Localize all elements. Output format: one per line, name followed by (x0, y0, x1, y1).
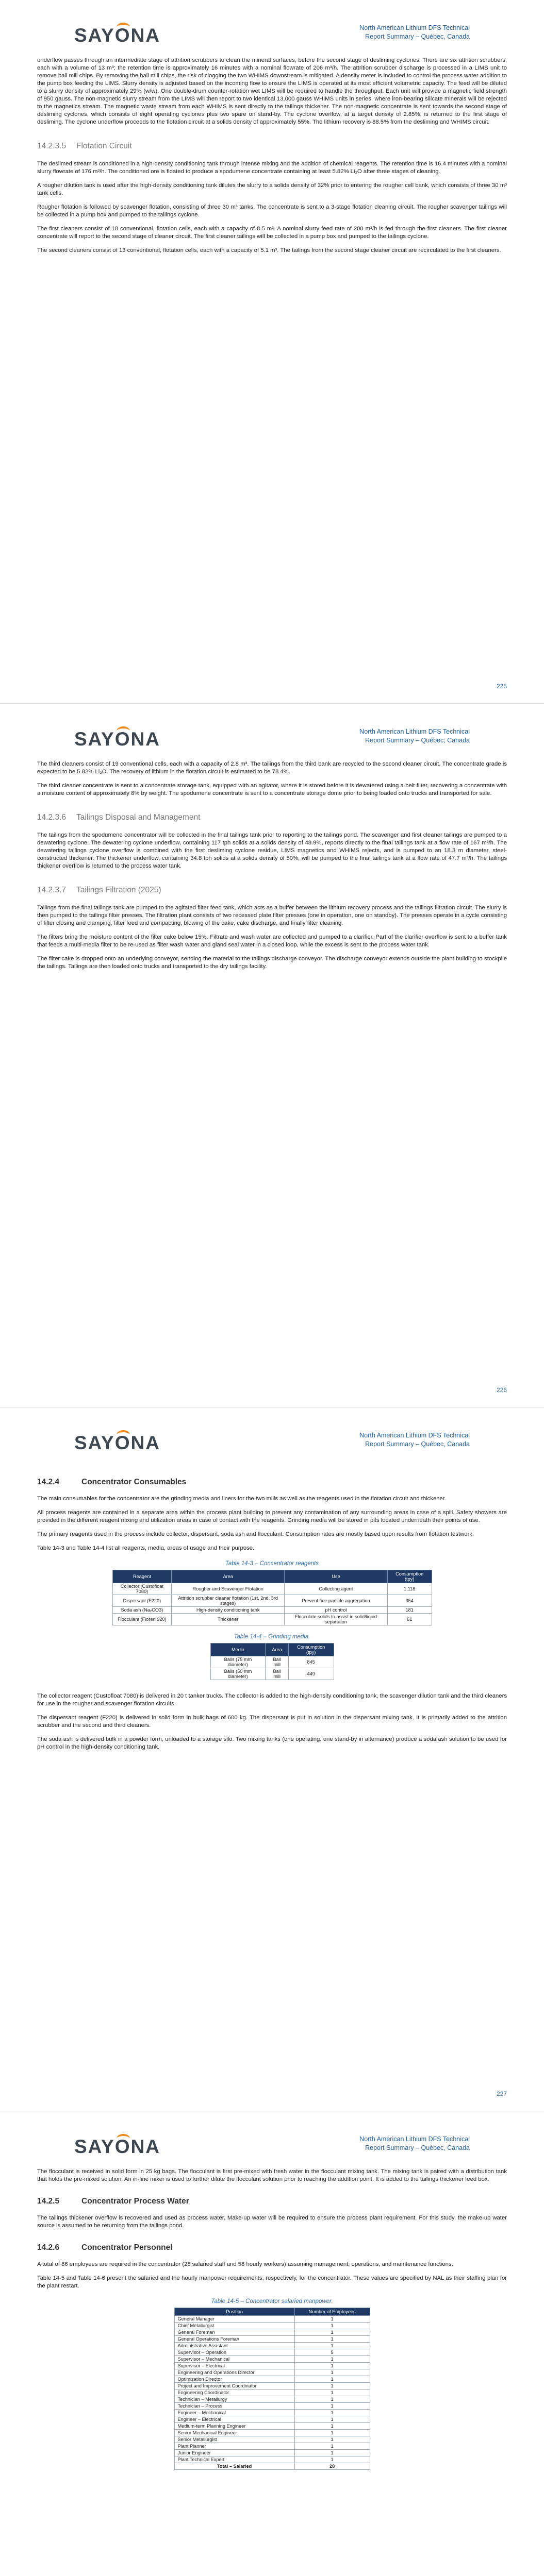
table-cell: 1 (294, 2376, 370, 2383)
paragraph: Tailings from the final tailings tank are pumped to the agitated filter feed tank, which acts as a buffer between the lithium recovery process and the tailings filtration circuit. The slurry is then pumped to the tailings filter presses. The filtration plant consists of two recessed plate filter presses (one in operation, one on standby). The presses operate in a cycle consisting of filter closing and clamping, filter feed and compacting, blowing of the cake, cake discharge, and finally filter cleaning. (37, 905, 507, 926)
table-cell: 1 (294, 2316, 370, 2323)
paragraph: The third cleaners consist of 19 conventional cells, each with a capacity of 2.8 m³. The tailings from the third bank are recycled to the second cleaner circuit. The concentrate grade is expected to be 5.82% Li₂O. The recovery of lithium in the flotation circuit is estimated to be 78.4%. (37, 761, 507, 775)
column-header: Number of Employees (294, 2308, 370, 2316)
page-227 (0, 1408, 544, 2111)
paragraph: The tailings from the spodumene concentrator will be collected in the final tailings tank prior to reporting to the tailings pond. The scavenger and first cleaner tailings are pumped to a dewatering cyclone. The dewatering cyclone underflow, containing 117 tph solids at a solids density of 48.9%, reports directly to the final tailings tank at a flow rate of 167 m³/h. The dewatering tailings cyclone overflow is combined with the first desliming cyclone residue, LIMS magnetics and WHIMS rejects, and is pumped to an 18.3 m diameter, steel-constructed thickener. The thickener underflow, containing 34.8 tph solids at a solids density of 50%, will be pumped to the final tailings tank at a flow rate of 47.7 m³/h. The tailings thickener overflow is returned to the process water tank. (37, 832, 507, 869)
table-row (112, 1607, 432, 1614)
column-header: Area (172, 1570, 285, 1583)
table-row (112, 1583, 432, 1595)
section-number: 14.2.6 (37, 2243, 60, 2252)
section-heading-consumables (37, 1478, 507, 1487)
table-cell: 1 (294, 2389, 370, 2396)
column-header: Consumption (tpy) (288, 1643, 334, 1656)
table-cell: Project and Improvement Coordinator (174, 2383, 294, 2389)
table-row (210, 1656, 334, 1668)
paragraph: The flocculant is received in solid form in 25 kg bags. The flocculant is first pre-mixed with fresh water in the flocculant mixing tank. The mixing tank is paired with a distribution tank that holds the pre-mixed solution. An in-line mixer is used to further dilute the flocculant solution prior to reaching the addition point. It is added to the tailings thickener feed box. (37, 2168, 507, 2182)
paragraph: A rougher dilution tank is used after the high-density conditioning tank dilutes the slurry to a solids density of 32% prior to entering the rougher cell bank, which consists of three 30 m³ tank cells. (37, 182, 507, 196)
table-cell: 28 (294, 2463, 370, 2470)
paragraph: Table 14-5 and Table 14-6 present the salaried and the hourly manpower requirements, respectively, for the concentrator. These values are specified by NAL as their staffing plan for the plant restart. (37, 2275, 507, 2289)
section-heading-process-water (37, 2197, 507, 2206)
table-cell: Flocculant (Floren 920) (112, 1614, 172, 1625)
table-cell: Flocculate solids to assist in solid/liquid separation (285, 1614, 388, 1625)
table-cell: Collecting agent (285, 1583, 388, 1595)
page-number: 226 (496, 1386, 507, 1394)
section-heading-personnel (37, 2243, 507, 2252)
table-cell: General Manager (174, 2316, 294, 2323)
table-cell: Supervisor – Electrical (174, 2363, 294, 2369)
table-row (174, 2403, 370, 2410)
table-cell: Plant Planner (174, 2443, 294, 2450)
section-title: Flotation Circuit (76, 142, 132, 150)
section-number: 14.2.3.5 (37, 142, 67, 150)
table-caption: Table 14-5 – Concentrator salaried manpower. (211, 2298, 333, 2304)
report-title (359, 24, 470, 41)
paragraph: The filters bring the moisture content of the filter cake below 15%. Filtrate and wash water are collected and pumped to a clarifier. Part of the clarifier overflow is sent to a buffer tank that feeds a multi-media filter to be re-used as filter wash water and gland seal water in a closed loop, while the excess is sent to the process water tank. (37, 934, 507, 948)
table-cell: Senior Mechanical Engineer (174, 2430, 294, 2436)
table-row (174, 2343, 370, 2349)
paragraph: The deslimed stream is conditioned in a high-density conditioning tank through intense mixing and the addition of chemical reagents. The retention time is 16.4 minutes with a nominal slurry flowrate of 176 m³/h. The conditioned ore is floated to produce a spodumene concentrate containing at least 5.82% Li₂O after three stages of cleaning. (37, 161, 507, 175)
grinding-media-table (210, 1643, 334, 1680)
sayona-logo: SAYONA (74, 2136, 160, 2157)
page-header (37, 2111, 507, 2168)
table-cell: Total – Salaried (174, 2463, 294, 2470)
section-heading-flotation (37, 142, 507, 151)
table-cell: pH control (285, 1607, 388, 1614)
table-row (174, 2396, 370, 2403)
section-title: Tailings Filtration (2025) (76, 886, 161, 894)
table-row (174, 2389, 370, 2396)
sayona-logo: SAYONA (74, 728, 160, 750)
table-cell: 1 (294, 2403, 370, 2410)
table-cell: Engineer – Electrical (174, 2416, 294, 2423)
paragraph: The dispersant reagent (F220) is delivered in solid form in bulk bags of 600 kg. The dispersant is put in solution in the dispersant mixing tank. It is primarily added to the attrition scrubber and the second and third cleaners. (37, 1715, 507, 1728)
table-cell: 1 (294, 2343, 370, 2349)
section-number: 14.2.4 (37, 1478, 60, 1486)
table-cell: Technician – Process (174, 2403, 294, 2410)
table-cell: Attrition scrubber cleaner flotation (1st, 2nd, 3rd stages) (172, 1595, 285, 1607)
table-cell: 1 (294, 2436, 370, 2443)
table-cell: 449 (288, 1668, 334, 1680)
section-number: 14.2.5 (37, 2197, 60, 2206)
table-cell: Balls (50 mm diameter) (210, 1668, 266, 1680)
table-cell: 181 (387, 1607, 432, 1614)
table-row (174, 2356, 370, 2363)
table-cell: Rougher and Scavenger Flotation (172, 1583, 285, 1595)
section-title: Tailings Disposal and Management (76, 813, 201, 822)
table-cell: 1 (294, 2423, 370, 2430)
page-228 (0, 2111, 544, 2576)
section-number: 14.2.3.7 (37, 886, 67, 894)
table-row (210, 1668, 334, 1680)
table-row (174, 2349, 370, 2356)
paragraph: The main consumables for the concentrator are the grinding media and liners for the two mills as well as the reagents used in the flotation circuit and thickener. (37, 1496, 447, 1502)
table-cell: 1 (294, 2323, 370, 2329)
paragraph: The tailings thickener overflow is recovered and used as process water. Make-up water will be required to ensure the process plant requirement. For this study, the make-up water source is assumed to be returning from the tailings pond. (37, 2215, 507, 2229)
table-cell: Supervisor – Operation (174, 2349, 294, 2356)
report-title-line2: Report Summary – Québec, Canada (365, 1440, 470, 1448)
table-cell: Ball mill (266, 1668, 288, 1680)
table-cell: Prevent fine particle aggregation (285, 1595, 388, 1607)
table-cell: 1 (294, 2456, 370, 2463)
report-title-line2: Report Summary – Québec, Canada (365, 737, 470, 744)
page-226 (0, 704, 544, 1407)
table-cell: General Foreman (174, 2329, 294, 2336)
table-row (174, 2336, 370, 2343)
table-cell: High-density conditioning tank (172, 1607, 285, 1614)
table-cell: Plant Technical Expert (174, 2456, 294, 2463)
report-title-line1: North American Lithium DFS Technical (359, 1432, 470, 1439)
table-cell: 1 (294, 2356, 370, 2363)
report-title-line2: Report Summary – Québec, Canada (365, 2144, 470, 2151)
table-total-row (174, 2463, 370, 2470)
table-cell: Dispersant (F220) (112, 1595, 172, 1607)
table-cell: Senior Metallurgist (174, 2436, 294, 2443)
page-number: 225 (496, 683, 507, 690)
table-cell: 1 (294, 2430, 370, 2436)
paragraph: The soda ash is delivered bulk in a powder form, unloaded to a storage silo. Two mixing tanks (one operating, one stand-by in alternance) produce a soda ash solution to be used for pH control in the high-density conditioning tank. (37, 1736, 507, 1750)
table-row (174, 2436, 370, 2443)
reagents-table (112, 1570, 432, 1625)
table-cell: Thickener (172, 1614, 285, 1625)
table-row (174, 2410, 370, 2416)
table-cell: 1 (294, 2410, 370, 2416)
column-header: Media (210, 1643, 266, 1656)
table-row (174, 2416, 370, 2423)
table-row (174, 2376, 370, 2383)
table-cell: Engineering and Operations Director (174, 2369, 294, 2376)
table-cell: Optimization Director (174, 2376, 294, 2383)
table-cell: Engineer – Mechanical (174, 2410, 294, 2416)
table-cell: Technician – Metallurgy (174, 2396, 294, 2403)
table-cell: 1 (294, 2396, 370, 2403)
table-row (174, 2450, 370, 2456)
table-cell: Ball mill (266, 1656, 288, 1668)
table-row (174, 2363, 370, 2369)
table-cell: 1 (294, 2363, 370, 2369)
column-header: Position (174, 2308, 294, 2316)
table-cell: Medium-term Planning Engineer (174, 2423, 294, 2430)
table-cell: Soda ash (Na₂CO3) (112, 1607, 172, 1614)
paragraph: A total of 86 employees are required in the concentrator (28 salaried staff and 58 hourly workers) assuming management, operations, and maintenance functions. (37, 2261, 453, 2267)
column-header: Reagent (112, 1570, 172, 1583)
table-cell: Collector (Custofloat 7080) (112, 1583, 172, 1595)
sayona-logo: SAYONA (74, 25, 160, 46)
table-caption: Table 14-4 – Grinding media. (234, 1634, 310, 1640)
table-row (174, 2443, 370, 2450)
table-cell: 1 (294, 2416, 370, 2423)
sayona-logo: SAYONA (74, 1432, 160, 1453)
paragraph: The primary reagents used in the process include collector, dispersant, soda ash and flocculant. Consumption rates are mostly based upon results from flotation testwork. (37, 1531, 474, 1537)
table-cell: 1 (294, 2443, 370, 2450)
report-title-line1: North American Lithium DFS Technical (359, 24, 470, 31)
table-cell: 1 (294, 2369, 370, 2376)
paragraph: The collector reagent (Custofloat 7080) is delivered in 20 t tanker trucks. The collector is added to the high-density conditioning tank, the scavenger dilution tank and the third cleaners for use in the rougher and scavenger flotation circuits. (37, 1693, 507, 1707)
section-heading-tailings-filtration (37, 886, 507, 895)
column-header: Consumption (tpy) (387, 1570, 432, 1583)
page-225 (0, 0, 544, 703)
paragraph: Rougher flotation is followed by scavenger flotation, consisting of three 30 m³ tanks. The concentrate is sent to a 3-stage flotation cleaning circuit. The rougher scavenger tailings will be collected in a pump box and pumped to the tailings cyclone. (37, 204, 507, 218)
table-row (174, 2383, 370, 2389)
section-title: Concentrator Consumables (81, 1478, 187, 1486)
table-row (174, 2430, 370, 2436)
paragraph: underflow passes through an intermediate stage of attrition scrubbers to clean the mineral surfaces, before the second stage of desliming cyclones. There are six attrition scrubbers, each with a volume of 13 m³; the retention time is approximately 16 minutes with a nominal flowrate of 206 m³/h. The attrition scrubber discharge is processed in a LIMS unit to remove ball mill chips. By removing the ball mill chips, the risk of clogging the two WHIMS downstream is mitigated. A density meter is included to control the process water addition to the pump box feeding the LIMS. Slurry density is adjusted based on the incoming flow to ensure the LIMS is operated at its most efficient volumetric capacity. The feed will be diluted to a slurry density of approximately 29% (w/w). One double-drum counter-rotation wet LIMS will be required to handle the throughput. Each unit will provide a magnetic field strength of 950 gauss. The non-magnetic slurry stream from the LIMS will then report to two identical 13,000 gauss WHIMS units in series, where iron-bearing silicate minerals will be rejected to the magnetics stream. The magnetic waste stream from each WHIMS is sent directly to the tailings thickener. The non-magnetic concentrate is sent towards the second stage of desliming cyclones, which consists of eight operating cyclones plus two spare on stand-by. The cyclone overflow, at a target density of 2.85%, is returned to the first stage of desliming. The cyclone underflow proceeds to the flotation circuit at a solids density of approximately 55%. The lithium recovery is 88.5% from the desliming and WHIMS circuit. (37, 57, 507, 125)
table-row (112, 1595, 432, 1607)
page-header (37, 0, 507, 57)
table-row (174, 2369, 370, 2376)
table-cell: Chief Metallurgist (174, 2323, 294, 2329)
table-cell: Junior Engineer (174, 2450, 294, 2456)
paragraph: All process reagents are contained in a separate area within the process plant building to prevent any contamination of any surrounding areas in case of a spill. Safety showers are provided in the different reagent mixing and utilization areas in case of contact with the reagents. Grinding media will be stored in pits located underneath their points of use. (37, 1510, 507, 1523)
section-number: 14.2.3.6 (37, 813, 67, 822)
section-title: Concentrator Process Water (81, 2197, 189, 2206)
table-caption: Table 14-3 – Concentrator reagents (225, 1561, 319, 1567)
section-heading-tailings-disposal (37, 813, 507, 822)
column-header: Area (266, 1643, 288, 1656)
table-row (174, 2456, 370, 2463)
report-title-line2: Report Summary – Québec, Canada (365, 33, 470, 40)
paragraph: Table 14-3 and Table 14-4 list all reagents, media, areas of usage and their purpose. (37, 1545, 255, 1551)
paragraph: The second cleaners consist of 13 conventional, flotation cells, each with a capacity of 5.1 m³. The tailings from the second stage cleaner circuit are recirculated to the first cleaners. (37, 247, 501, 253)
table-cell: 1 (294, 2329, 370, 2336)
table-cell: 1,118 (387, 1583, 432, 1595)
table-cell: 845 (288, 1656, 334, 1668)
page-number: 227 (496, 2090, 507, 2097)
table-cell: General Operations Foreman (174, 2336, 294, 2343)
paragraph: The third cleaner concentrate is sent to a concentrate storage tank, equipped with an agitator, where it is stored before it is dewatered using a belt filter, recovering a concentrate with a moisture content of approximately 8% by weight. The spodumene concentrate is sent to a concentrate storage dome prior to being loaded onto trucks and transported for sale. (37, 783, 507, 796)
table-cell: 354 (387, 1595, 432, 1607)
column-header: Use (285, 1570, 388, 1583)
salaried-manpower-table (174, 2308, 370, 2470)
table-cell: Engineering Coordinator (174, 2389, 294, 2396)
table-cell: Administrative Assistant (174, 2343, 294, 2349)
table-row (174, 2316, 370, 2323)
table-cell: 1 (294, 2336, 370, 2343)
report-title-line1: North American Lithium DFS Technical (359, 728, 470, 735)
section-title: Concentrator Personnel (81, 2243, 173, 2252)
report-title (359, 2135, 470, 2153)
table-cell: 1 (294, 2450, 370, 2456)
page-header (37, 704, 507, 760)
table-row (174, 2423, 370, 2430)
page-header (37, 1408, 507, 1464)
table-cell: 61 (387, 1614, 432, 1625)
paragraph: The filter cake is dropped onto an underlying conveyor, sending the material to the tailings discharge conveyor. The discharge conveyor extends outside the plant building to stockpile the tailings. Tailings are then loaded onto trucks and transported to the dry tailings facility. (37, 956, 507, 970)
table-cell: 1 (294, 2383, 370, 2389)
table-cell: Balls (75 mm diameter) (210, 1656, 266, 1668)
table-cell: Supervisor – Mechanical (174, 2356, 294, 2363)
table-cell: 5 (294, 2349, 370, 2356)
table-row (174, 2323, 370, 2329)
report-title-line1: North American Lithium DFS Technical (359, 2136, 470, 2143)
report-title (359, 727, 470, 745)
table-row (174, 2329, 370, 2336)
table-row (112, 1614, 432, 1625)
paragraph: The first cleaners consist of 18 conventional, flotation cells, each with a capacity of 8.5 m³. A nominal slurry feed rate of 200 m³/h is fed through the first cleaners. The first cleaner concentrate will report to the second stage of cleaner circuit. The first cleaner tailings will be collected in a pump box and pumped to the tailings cyclone. (37, 226, 507, 240)
report-title (359, 1431, 470, 1449)
